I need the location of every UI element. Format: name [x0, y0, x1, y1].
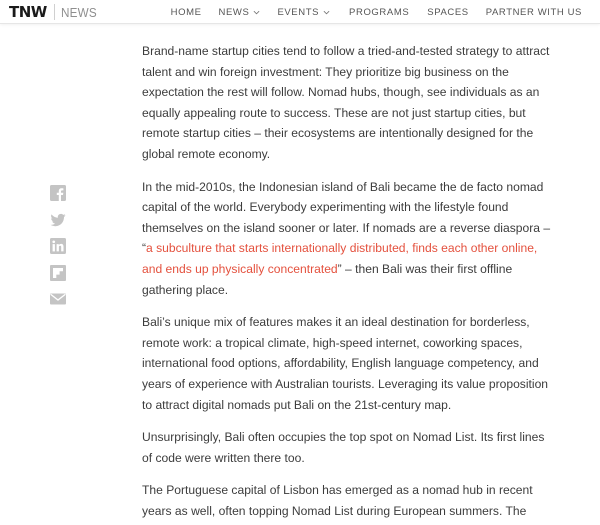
- twitter-icon[interactable]: [50, 212, 66, 228]
- facebook-icon[interactable]: [50, 185, 66, 201]
- article-paragraph: Unsurprisingly, Bali often occupies the top spot on Nomad List. Its first lines of code were written there too.: [142, 430, 545, 465]
- article-body: [142, 41, 554, 525]
- article-paragraph: Bali’s unique mix of features makes it an ideal destination for borderless, remote work: a tropical climate, high-speed internet, coworking spaces, international food options, affordability, English language competency, and years of experience with Australian tourists. Leveraging its value proposition to attract digital nomads put Bali on the 21st-century map.: [142, 315, 549, 412]
- article-paragraph: [142, 177, 554, 301]
- nav-item-programs[interactable]: [349, 7, 409, 18]
- nav-item-spaces[interactable]: [427, 7, 468, 18]
- nav-item-label: PARTNER WITH US: [485, 6, 582, 18]
- main-nav: [171, 0, 600, 24]
- site-logo[interactable]: [9, 4, 101, 20]
- nav-item-label: HOME: [170, 6, 202, 18]
- chevron-down-icon: [323, 9, 330, 16]
- section-label-news[interactable]: NEWS: [60, 4, 97, 20]
- share-bar: [50, 185, 66, 318]
- nav-item-label: EVENTS: [277, 6, 320, 18]
- paragraph-text: ” – then Bali was their first offline gathering place.: [142, 261, 513, 297]
- logo-divider: [54, 4, 55, 20]
- quote-link[interactable]: a subculture that starts internationally distributed, finds each other online, and ends up physically concentrated: [142, 241, 538, 276]
- flipboard-icon[interactable]: [50, 265, 66, 281]
- email-icon[interactable]: [50, 291, 66, 307]
- tnw-logo-mark[interactable]: TNW: [9, 3, 47, 21]
- nav-item-events[interactable]: [277, 7, 330, 18]
- article-paragraph: The Portuguese capital of Lisbon has emerged as a nomad hub in recent years as well, often topping Nomad List during European summers. The: [142, 483, 533, 518]
- nav-item-label: SPACES: [427, 6, 469, 18]
- paragraph-text: In the mid-2010s, the Indonesian island of Bali became the de facto nomad capital of the world. Everybody experimenting with the lifestyle found themselves on the island sooner or later. If nomads are a reverse diaspora – “: [142, 179, 551, 256]
- nav-item-label: PROGRAMS: [349, 6, 410, 18]
- article-paragraph: Brand-name startup cities tend to follow a tried-and-tested strategy to attract talent and win foreign investment: They prioritize big business on the expectation the rest will follow. Nomad hubs, though, see individuals as an equally appealing route to success. These are not just startup cities, but remote startup cities – their ecosystems are intentionally designed for the global remote economy.: [142, 44, 550, 161]
- nav-item-home[interactable]: [171, 7, 202, 18]
- top-navigation-bar: [0, 0, 600, 24]
- linkedin-icon[interactable]: [50, 238, 66, 254]
- nav-item-partner-with-us[interactable]: [486, 7, 582, 18]
- nav-item-label: NEWS: [218, 6, 250, 18]
- chevron-down-icon: [253, 9, 260, 16]
- nav-item-news[interactable]: [219, 7, 261, 18]
